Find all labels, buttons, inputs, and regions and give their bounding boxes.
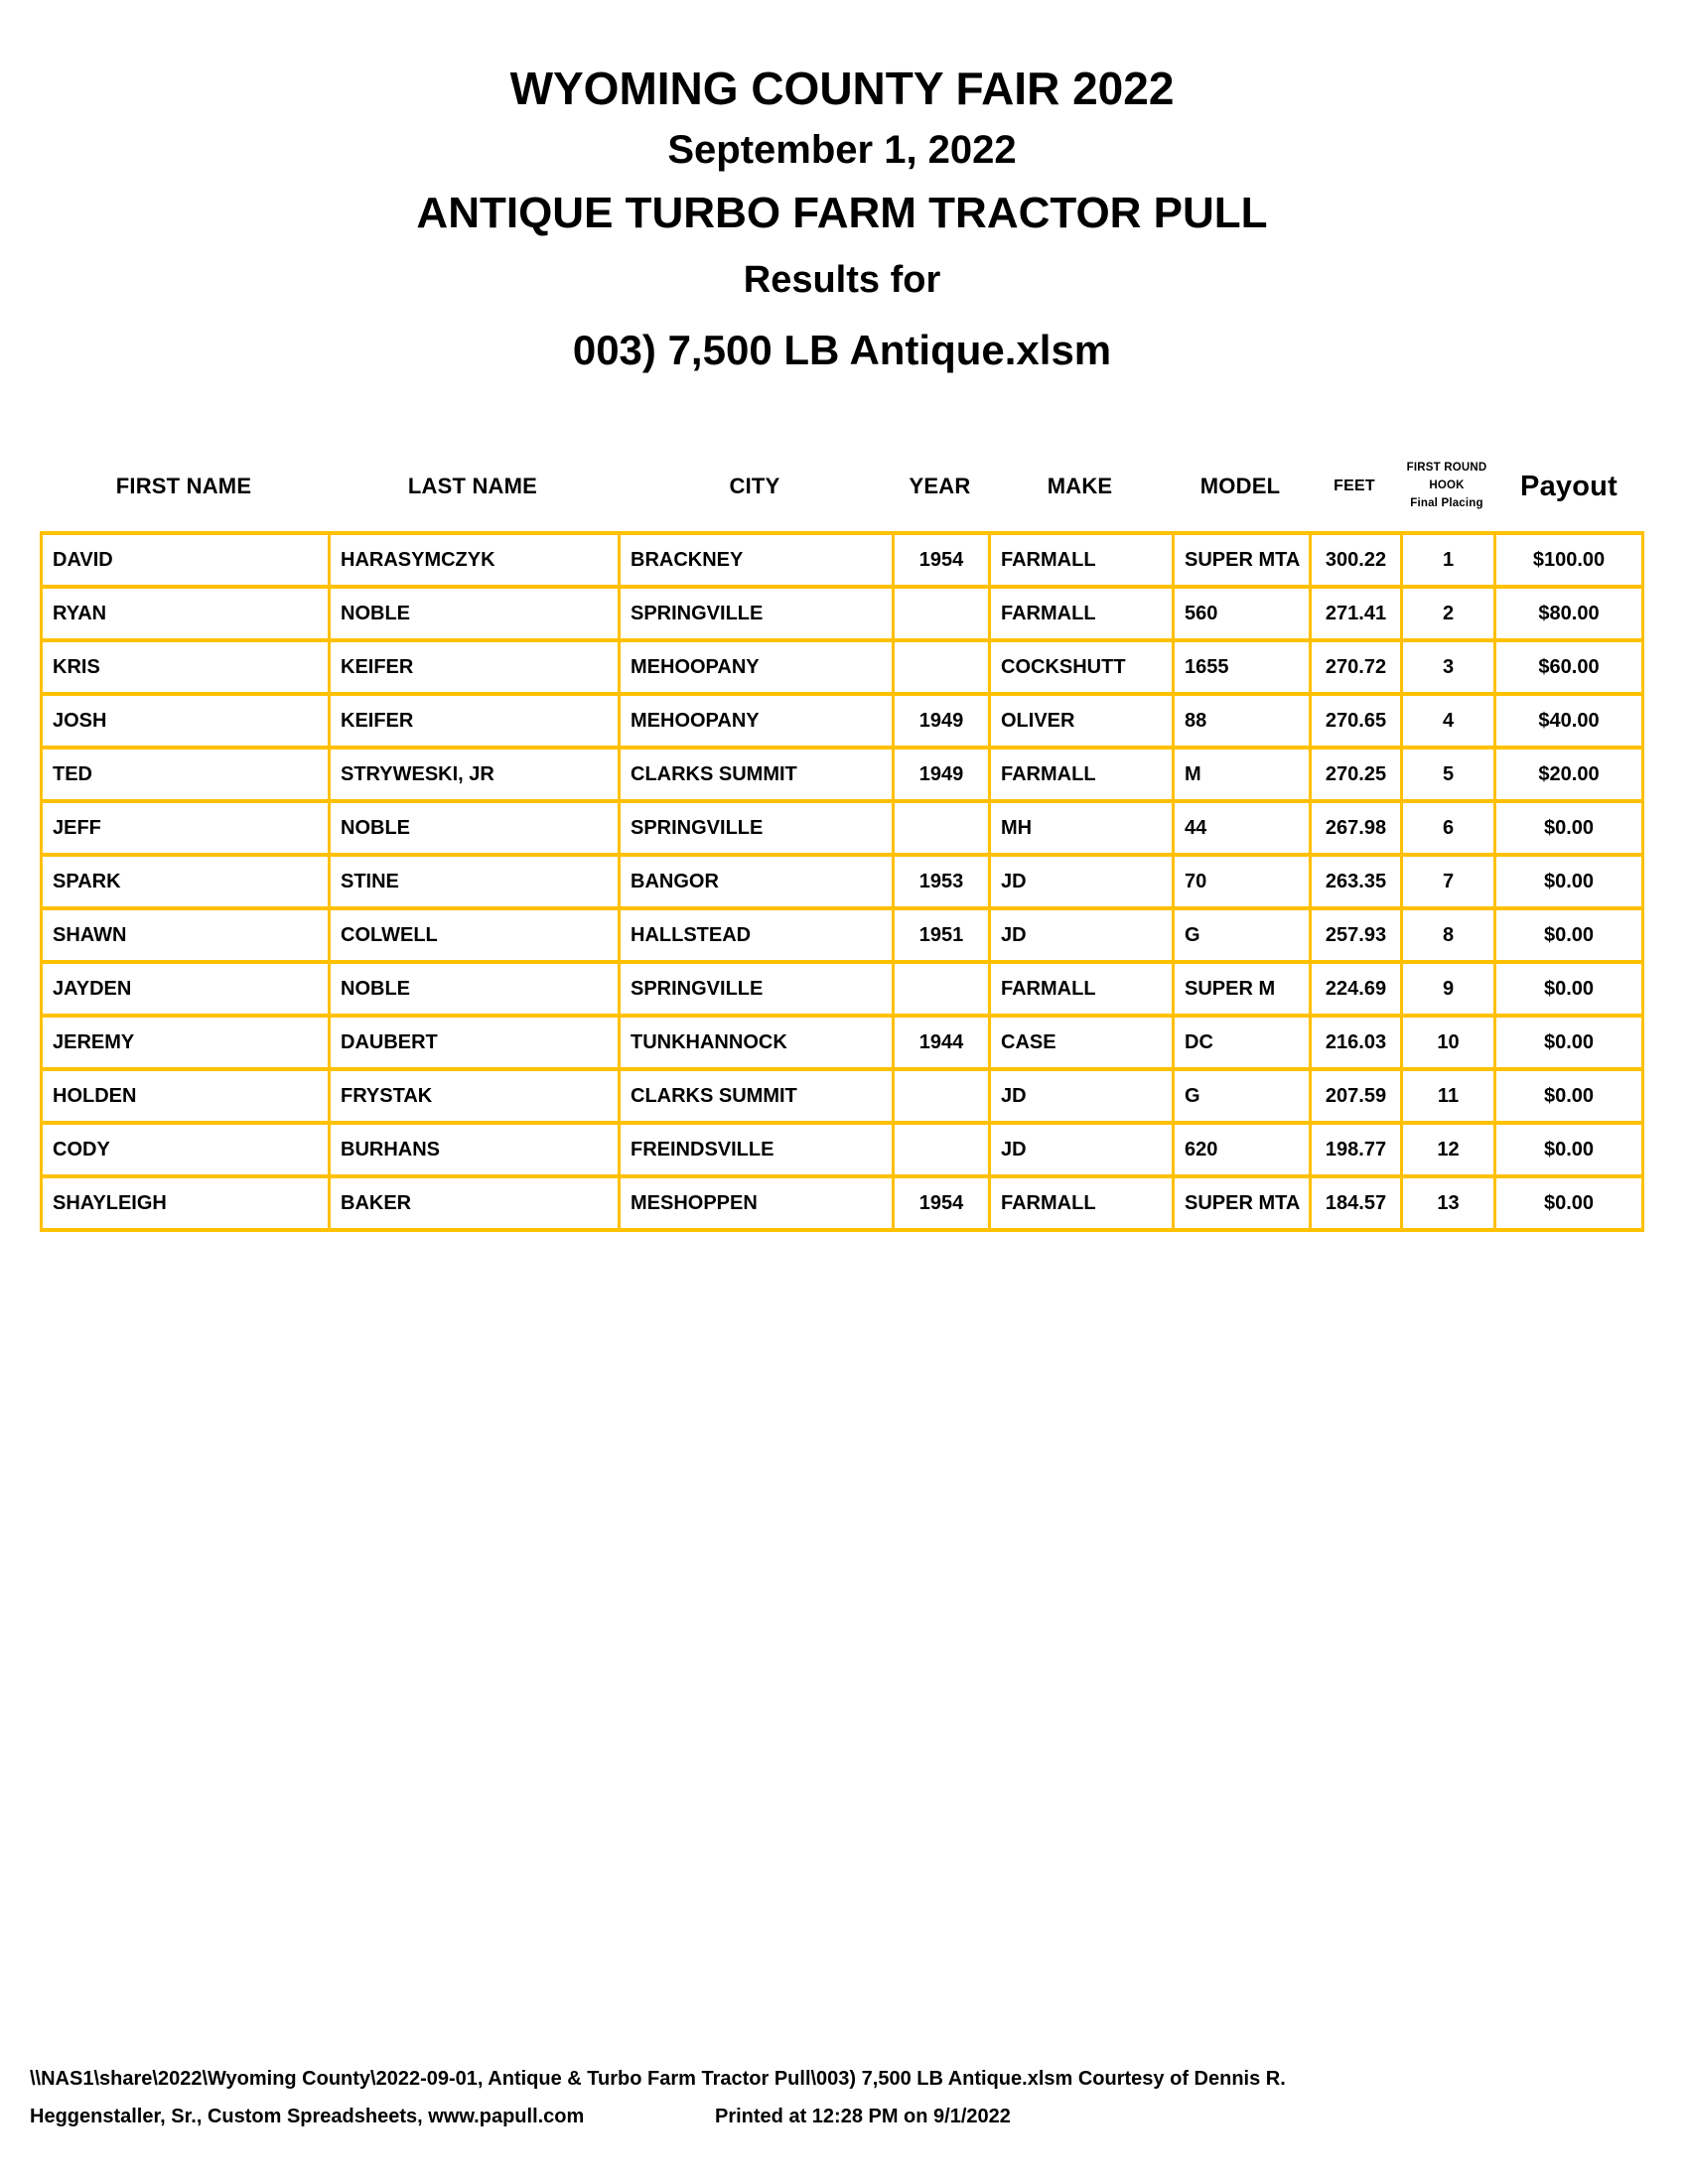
cell-payout: $0.00 xyxy=(1496,1071,1641,1121)
cell-payout: $0.00 xyxy=(1496,1018,1641,1067)
cell-year xyxy=(895,642,988,692)
fair-title: WYOMING COUNTY FAIR 2022 xyxy=(509,63,1175,114)
cell-last-name: STINE xyxy=(331,857,618,906)
header-city: CITY xyxy=(729,474,780,498)
cell-first-name: CODY xyxy=(43,1125,328,1174)
cell-placing: 3 xyxy=(1403,642,1493,692)
cell-first-name: SHAYLEIGH xyxy=(43,1178,328,1228)
results-for-label: Results for xyxy=(743,258,941,301)
table-column-headers xyxy=(40,449,1644,524)
cell-city: CLARKS SUMMIT xyxy=(621,750,892,799)
cell-feet: 300.22 xyxy=(1312,535,1400,585)
cell-last-name: NOBLE xyxy=(331,964,618,1014)
cell-city: SPRINGVILLE xyxy=(621,964,892,1014)
cell-feet: 263.35 xyxy=(1312,857,1400,906)
event-date: September 1, 2022 xyxy=(667,128,1017,173)
cell-placing: 9 xyxy=(1403,964,1493,1014)
cell-first-name: KRIS xyxy=(43,642,328,692)
header-last-name: LAST NAME xyxy=(407,474,538,498)
cell-placing: 13 xyxy=(1403,1178,1493,1228)
cell-feet: 257.93 xyxy=(1312,910,1400,960)
cell-make: JD xyxy=(991,1125,1172,1174)
cell-feet: 184.57 xyxy=(1312,1178,1400,1228)
cell-first-name: JAYDEN xyxy=(43,964,328,1014)
cell-feet: 270.72 xyxy=(1312,642,1400,692)
cell-payout: $0.00 xyxy=(1496,803,1641,853)
cell-make: JD xyxy=(991,857,1172,906)
cell-last-name: DAUBERT xyxy=(331,1018,618,1067)
cell-feet: 267.98 xyxy=(1312,803,1400,853)
cell-city: CLARKS SUMMIT xyxy=(621,1071,892,1121)
cell-payout: $0.00 xyxy=(1496,1178,1641,1228)
cell-year: 1953 xyxy=(895,857,988,906)
cell-model: SUPER MTA xyxy=(1175,1178,1309,1228)
header-hook-line2: HOOK xyxy=(1429,479,1465,492)
cell-city: BANGOR xyxy=(621,857,892,906)
cell-make: COCKSHUTT xyxy=(991,642,1172,692)
cell-payout: $80.00 xyxy=(1496,589,1641,638)
cell-payout: $20.00 xyxy=(1496,750,1641,799)
cell-feet: 207.59 xyxy=(1312,1071,1400,1121)
cell-first-name: SHAWN xyxy=(43,910,328,960)
cell-placing: 10 xyxy=(1403,1018,1493,1067)
cell-make: JD xyxy=(991,1071,1172,1121)
cell-last-name: HARASYMCZYK xyxy=(331,535,618,585)
cell-model: SUPER MTA xyxy=(1175,535,1309,585)
cell-payout: $0.00 xyxy=(1496,910,1641,960)
cell-last-name: STRYWESKI, JR xyxy=(331,750,618,799)
cell-placing: 1 xyxy=(1403,535,1493,585)
cell-city: SPRINGVILLE xyxy=(621,803,892,853)
cell-city: BRACKNEY xyxy=(621,535,892,585)
cell-model: G xyxy=(1175,910,1309,960)
cell-year: 1949 xyxy=(895,750,988,799)
cell-last-name: COLWELL xyxy=(331,910,618,960)
cell-city: MESHOPPEN xyxy=(621,1178,892,1228)
cell-model: 44 xyxy=(1175,803,1309,853)
cell-year: 1949 xyxy=(895,696,988,746)
cell-model: 560 xyxy=(1175,589,1309,638)
footer-file-path: \\NAS1\share\2022\Wyoming County\2022-09-01, Antique & Turbo Farm Tractor Pull\003) 7,500 LB Antique.xlsm Courtesy of Dennis R. xyxy=(30,2068,1286,2090)
cell-model: 1655 xyxy=(1175,642,1309,692)
cell-feet: 270.65 xyxy=(1312,696,1400,746)
cell-first-name: JEFF xyxy=(43,803,328,853)
cell-city: HALLSTEAD xyxy=(621,910,892,960)
cell-payout: $100.00 xyxy=(1496,535,1641,585)
cell-city: MEHOOPANY xyxy=(621,696,892,746)
cell-make: FARMALL xyxy=(991,964,1172,1014)
cell-first-name: HOLDEN xyxy=(43,1071,328,1121)
header-first-round-hook xyxy=(1400,460,1493,512)
cell-payout: $0.00 xyxy=(1496,964,1641,1014)
cell-payout: $40.00 xyxy=(1496,696,1641,746)
cell-first-name: SPARK xyxy=(43,857,328,906)
cell-placing: 12 xyxy=(1403,1125,1493,1174)
cell-year xyxy=(895,1125,988,1174)
cell-placing: 6 xyxy=(1403,803,1493,853)
cell-make: MH xyxy=(991,803,1172,853)
cell-last-name: BURHANS xyxy=(331,1125,618,1174)
cell-feet: 216.03 xyxy=(1312,1018,1400,1067)
footer-line2 xyxy=(30,2105,1658,2128)
cell-city: SPRINGVILLE xyxy=(621,589,892,638)
cell-year xyxy=(895,1071,988,1121)
cell-placing: 5 xyxy=(1403,750,1493,799)
cell-placing: 11 xyxy=(1403,1071,1493,1121)
cell-payout: $0.00 xyxy=(1496,1125,1641,1174)
cell-year: 1944 xyxy=(895,1018,988,1067)
title-block xyxy=(40,62,1644,375)
cell-make: FARMALL xyxy=(991,535,1172,585)
header-year: YEAR xyxy=(909,474,971,498)
cell-first-name: RYAN xyxy=(43,589,328,638)
cell-make: FARMALL xyxy=(991,589,1172,638)
header-make: MAKE xyxy=(1047,474,1113,498)
cell-payout: $0.00 xyxy=(1496,857,1641,906)
cell-year xyxy=(895,589,988,638)
cell-make: JD xyxy=(991,910,1172,960)
cell-last-name: KEIFER xyxy=(331,642,618,692)
cell-make: CASE xyxy=(991,1018,1172,1067)
cell-year: 1954 xyxy=(895,535,988,585)
cell-feet: 270.25 xyxy=(1312,750,1400,799)
cell-first-name: JEREMY xyxy=(43,1018,328,1067)
cell-year: 1954 xyxy=(895,1178,988,1228)
cell-make: FARMALL xyxy=(991,1178,1172,1228)
cell-year xyxy=(895,803,988,853)
cell-model: 620 xyxy=(1175,1125,1309,1174)
cell-first-name: TED xyxy=(43,750,328,799)
cell-placing: 8 xyxy=(1403,910,1493,960)
cell-feet: 198.77 xyxy=(1312,1125,1400,1174)
cell-make: OLIVER xyxy=(991,696,1172,746)
cell-city: TUNKHANNOCK xyxy=(621,1018,892,1067)
cell-last-name: NOBLE xyxy=(331,589,618,638)
cell-feet: 224.69 xyxy=(1312,964,1400,1014)
footer-credit: Heggenstaller, Sr., Custom Spreadsheets, www.papull.com xyxy=(30,2106,585,2127)
header-payout: Payout xyxy=(1520,470,1618,502)
cell-first-name: JOSH xyxy=(43,696,328,746)
results-table-body xyxy=(40,531,1644,1232)
header-first-name: FIRST NAME xyxy=(115,474,252,498)
cell-model: SUPER M xyxy=(1175,964,1309,1014)
class-file-name: 003) 7,500 LB Antique.xlsm xyxy=(572,326,1112,373)
event-name: ANTIQUE TURBO FARM TRACTOR PULL xyxy=(416,189,1268,238)
cell-placing: 4 xyxy=(1403,696,1493,746)
cell-year xyxy=(895,964,988,1014)
cell-model: G xyxy=(1175,1071,1309,1121)
cell-year: 1951 xyxy=(895,910,988,960)
cell-last-name: FRYSTAK xyxy=(331,1071,618,1121)
header-hook-line1: FIRST ROUND xyxy=(1406,462,1487,475)
header-model: MODEL xyxy=(1199,474,1281,498)
header-feet: FEET xyxy=(1334,478,1375,494)
cell-model: DC xyxy=(1175,1018,1309,1067)
cell-last-name: BAKER xyxy=(331,1178,618,1228)
cell-placing: 7 xyxy=(1403,857,1493,906)
cell-model: 70 xyxy=(1175,857,1309,906)
cell-model: 88 xyxy=(1175,696,1309,746)
cell-placing: 2 xyxy=(1403,589,1493,638)
cell-feet: 271.41 xyxy=(1312,589,1400,638)
cell-last-name: NOBLE xyxy=(331,803,618,853)
header-hook-line3: Final Placing xyxy=(1410,496,1483,509)
cell-city: FREINDSVILLE xyxy=(621,1125,892,1174)
cell-make: FARMALL xyxy=(991,750,1172,799)
cell-first-name: DAVID xyxy=(43,535,328,585)
footer-printed-at: Printed at 12:28 PM on 9/1/2022 xyxy=(715,2106,1011,2127)
cell-model: M xyxy=(1175,750,1309,799)
cell-last-name: KEIFER xyxy=(331,696,618,746)
cell-city: MEHOOPANY xyxy=(621,642,892,692)
cell-payout: $60.00 xyxy=(1496,642,1641,692)
